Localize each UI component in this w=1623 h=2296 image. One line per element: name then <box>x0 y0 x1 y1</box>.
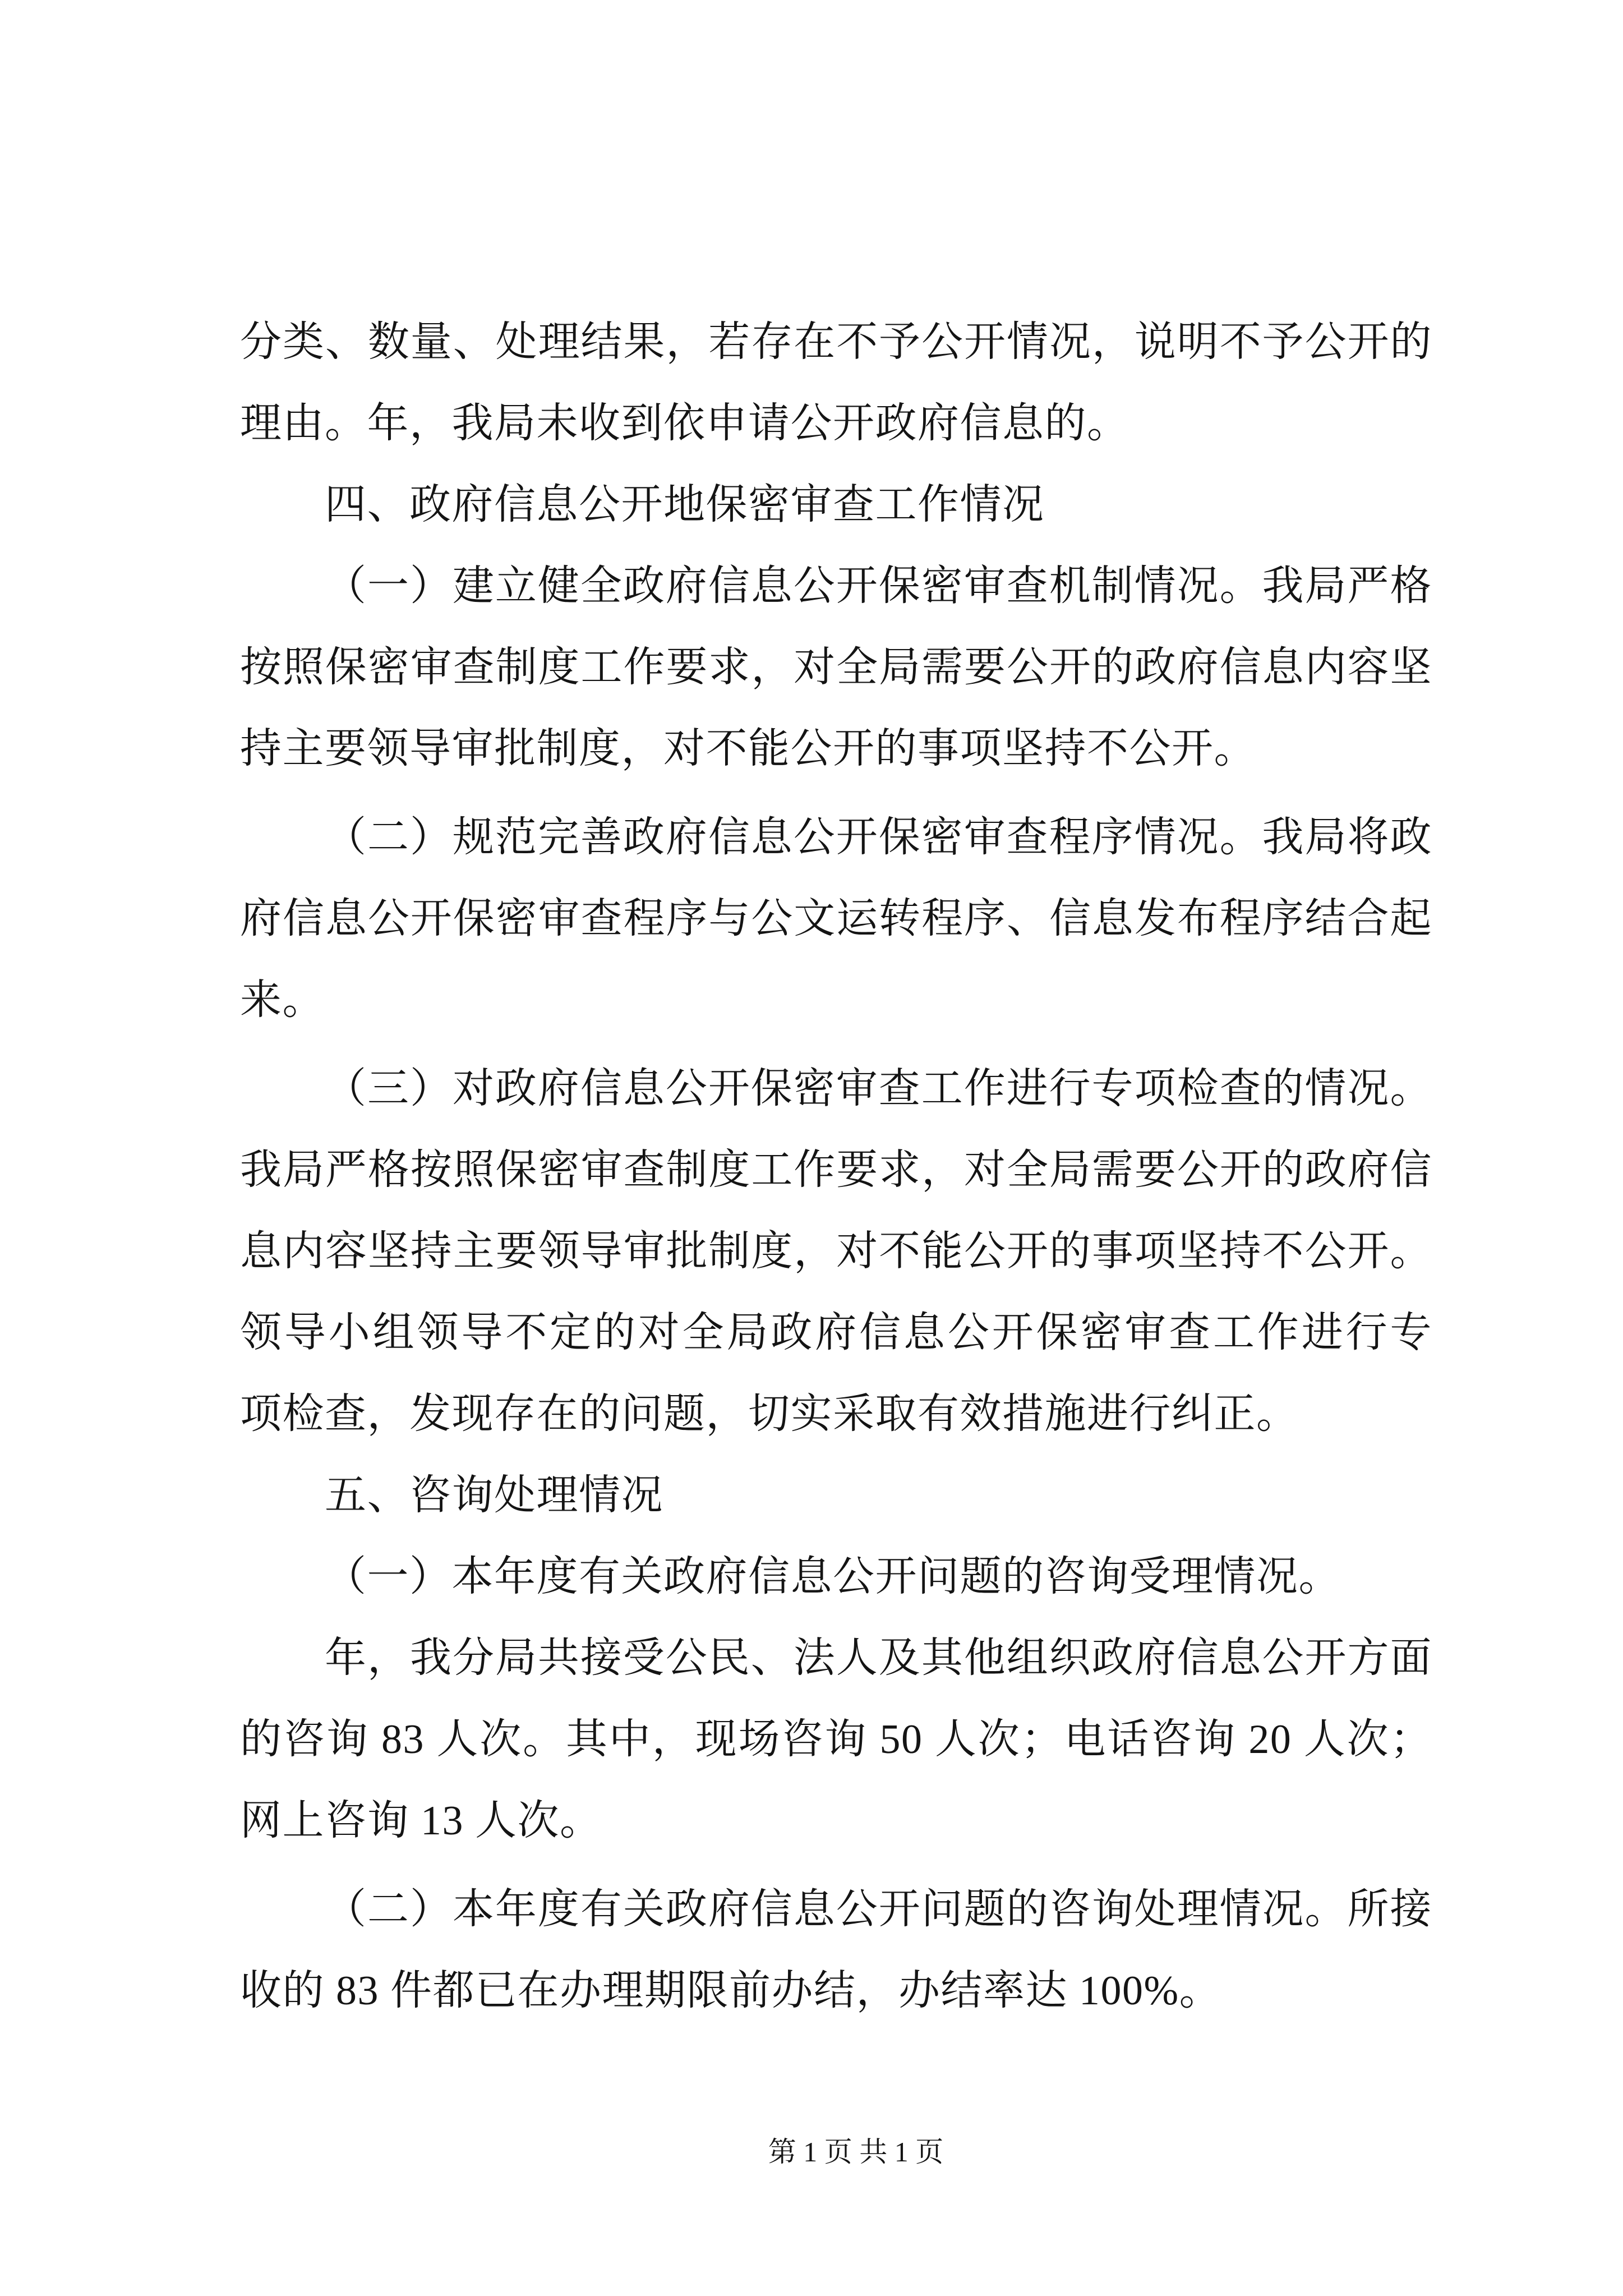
section-heading-text: 五、咨询处理情况 <box>325 1473 663 1519</box>
paragraph <box>240 1048 1432 1455</box>
section-heading-text: 四、政府信息公开地保密审查工作情况 <box>325 482 1045 528</box>
paragraph <box>240 1869 1432 2032</box>
paragraph-line: 来。 <box>240 977 325 1023</box>
paragraph-line: （一）本年度有关政府信息公开问题的咨询受理情况。 <box>325 1554 1341 1600</box>
paragraph-line: 收的 83 件都已在办理期限前办结，办结率达 100%。 <box>240 1968 1222 2014</box>
page-footer <box>637 2135 1075 2169</box>
paragraph-line: （二）本年度有关政府信息公开问题的咨询处理情况。所接 <box>325 1887 1432 1932</box>
paragraph-line: 持主要领导审批制度，对不能公开的事项坚持不公开。 <box>240 726 1256 772</box>
paragraph-line: 的咨询 83 人次。其中，现场咨询 50 人次；电话咨询 20 人次； <box>240 1717 1432 1763</box>
paragraph-line: 府信息公开保密审查程序与公文运转程序、信息发布程序结合起 <box>240 896 1432 942</box>
paragraph-line: （二）规范完善政府信息公开保密审查程序情况。我局将政 <box>325 815 1432 861</box>
paragraph-line: （三）对政府信息公开保密审查工作进行专项检查的情况。 <box>325 1066 1432 1112</box>
section-heading <box>240 1455 1432 1536</box>
paragraph-line: 年，我分局共接受公民、法人及其他组织政府信息公开方面 <box>325 1635 1432 1681</box>
paragraph <box>240 1536 1432 1618</box>
paragraph <box>240 302 1432 464</box>
page-number-label: 第 1 页 共 1 页 <box>768 2136 944 2168</box>
paragraph-line: 我局严格按照保密审查制度工作要求，对全局需要公开的政府信 <box>240 1147 1432 1193</box>
paragraph <box>240 797 1432 1041</box>
section-heading <box>240 464 1432 546</box>
paragraph-line: 理由。年，我局未收到依申请公开政府信息的。 <box>240 401 1129 447</box>
paragraph-line: 分类、数量、处理结果，若存在不予公开情况，说明不予公开的 <box>240 319 1432 365</box>
paragraph-line: 按照保密审查制度工作要求，对全局需要公开的政府信息内容坚 <box>240 645 1432 691</box>
paragraph-line: 网上咨询 13 人次。 <box>240 1798 602 1844</box>
paragraph-line: 项检查，发现存在的问题，切实采取有效措施进行纠正。 <box>240 1391 1299 1437</box>
paragraph <box>240 546 1432 790</box>
paragraph-line: （一）建立健全政府信息公开保密审查机制情况。我局严格 <box>325 563 1432 609</box>
paragraph <box>240 1618 1432 1862</box>
paragraph-line: 息内容坚持主要领导审批制度，对不能公开的事项坚持不公开。 <box>240 1228 1432 1274</box>
paragraph-line: 领导小组领导不定的对全局政府信息公开保密审查工作进行专 <box>240 1310 1432 1356</box>
document-body <box>240 302 1432 2032</box>
